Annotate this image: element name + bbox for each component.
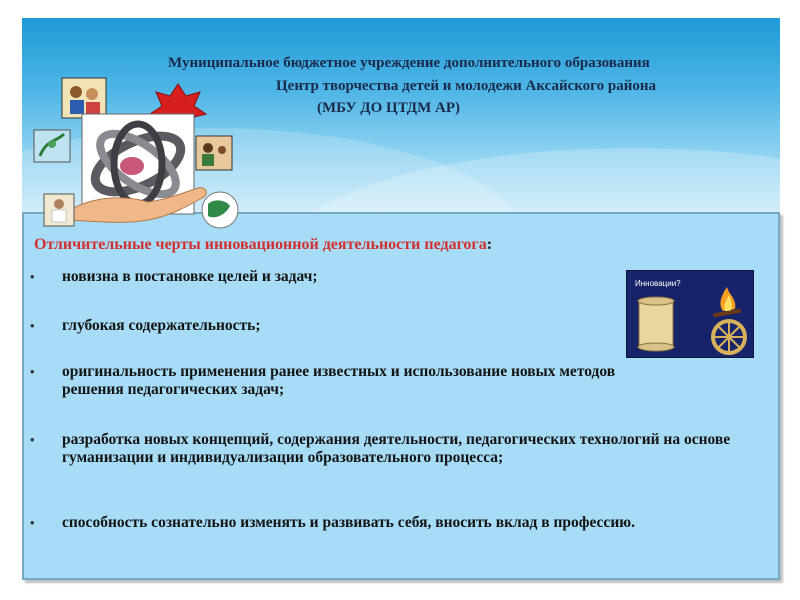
- bullet-text: новизна в постановке целей и задач;: [62, 268, 318, 285]
- bullet-text: разработка новых концепций, содержания деятельности, педагогических технологий на основе гуманизации и индивидуализации образовательного процесса;: [62, 431, 731, 466]
- people-photo-icon: [62, 78, 106, 118]
- wheel-icon: [713, 321, 745, 353]
- list-item: [26, 317, 726, 335]
- children-photo-icon: [196, 136, 232, 170]
- bullet-marker: •: [30, 269, 35, 284]
- list-item: [26, 363, 676, 399]
- doctor-card-icon: [44, 194, 74, 226]
- world-map-icon: [202, 192, 238, 228]
- bullet-marker: •: [30, 318, 35, 333]
- campfire-icon: [713, 287, 741, 317]
- content-panel: [22, 212, 780, 580]
- header-line-1: Муниципальное бюджетное учреждение дополнительного образования: [168, 55, 650, 71]
- header-line-3: (МБУ ДО ЦТДМ АР): [317, 100, 460, 116]
- header-line-2: Центр творчества детей и молодежи Аксайского района: [276, 78, 657, 94]
- innovation-image-label: Инновации?: [635, 279, 681, 288]
- list-item: [26, 514, 726, 532]
- plant-card-icon: [34, 130, 70, 162]
- bullet-text: глубокая содержательность;: [62, 317, 261, 334]
- illustration-collage: [30, 70, 250, 240]
- innovation-image: [626, 270, 754, 358]
- bullet-marker: •: [30, 364, 35, 379]
- scroll-icon: [638, 297, 674, 351]
- list-item: [26, 431, 746, 467]
- bullet-text: оригинальность применения ранее известных и использование новых методов решения педагогических задач;: [62, 363, 616, 398]
- bullet-text: способность сознательно изменять и развивать себя, вносить вклад в профессию.: [62, 514, 635, 531]
- section-title-text: Отличительные черты инновационной деятельности педагога: [34, 236, 487, 253]
- section-title-colon: :: [486, 236, 493, 253]
- innovation-image-art: [627, 271, 753, 357]
- list-item: [26, 268, 726, 286]
- bullet-marker: •: [30, 515, 35, 530]
- bullet-marker: •: [30, 432, 35, 447]
